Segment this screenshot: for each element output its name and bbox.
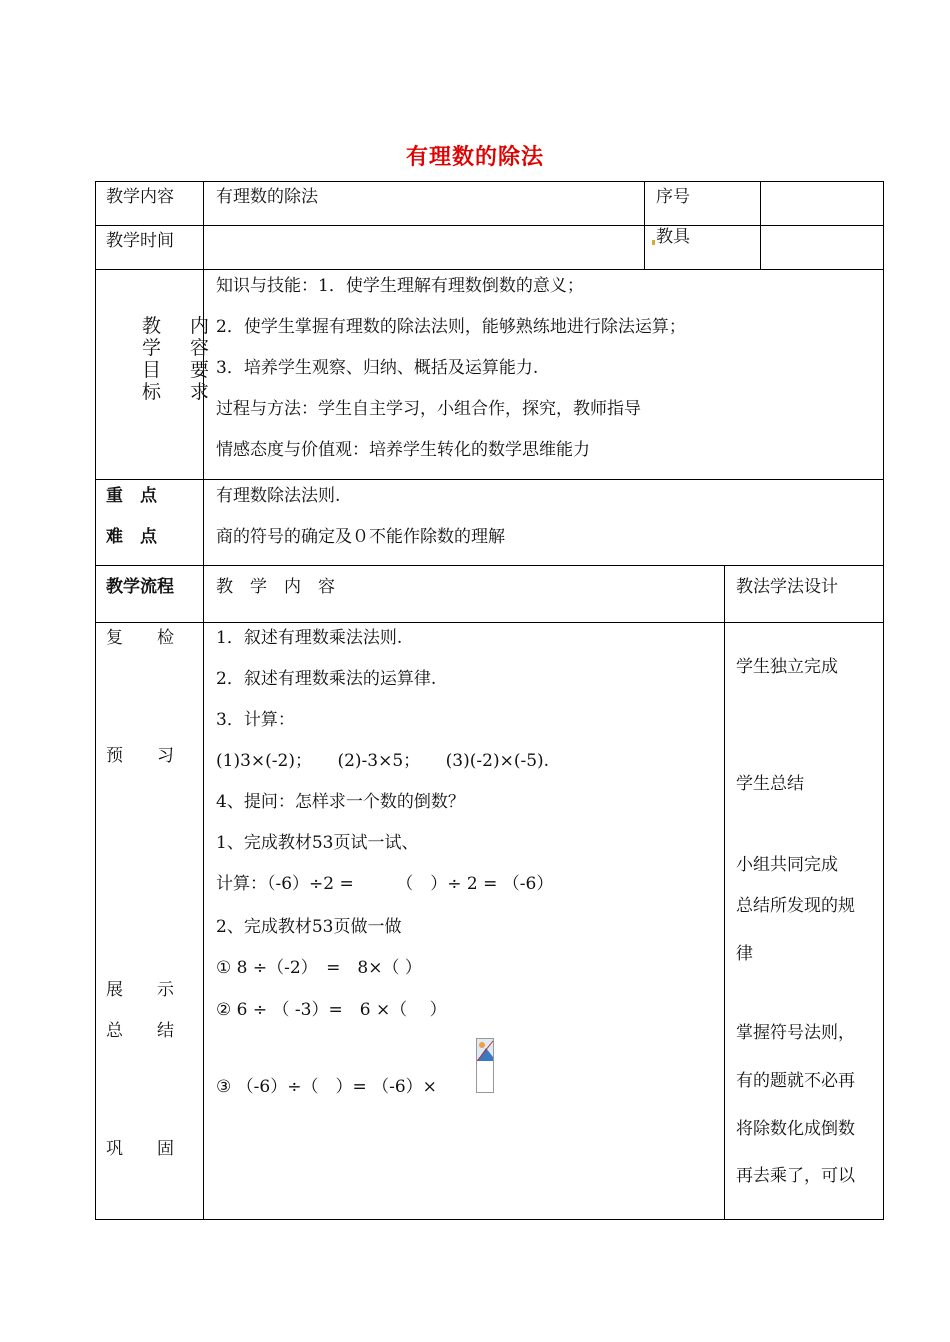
method-line: 再去乘了，可以	[736, 1166, 855, 1186]
method-line: 掌握符号法则，	[736, 1023, 855, 1043]
goal-line: 过程与方法：学生自主学习，小组合作，探究，教师指导	[216, 399, 641, 419]
goal-line: 情感态度与价值观：培养学生转化的数学思维能力	[216, 440, 590, 460]
content-line: 4、提问：怎样求一个数的倒数？	[216, 792, 465, 812]
method-line: 学生总结	[736, 774, 804, 794]
tools-label-wrap	[652, 227, 690, 247]
content-line: 2．叙述有理数乘法的运算律.	[216, 669, 437, 689]
page-title: 有理数的除法	[405, 145, 544, 170]
goals-side-char: 标	[142, 381, 162, 403]
stage-label: 巩 固	[106, 1139, 174, 1159]
stage-label: 复 检	[106, 628, 174, 648]
key-label: 重 点	[106, 486, 157, 506]
picture-icon	[477, 1039, 493, 1061]
content-label: 教学内容	[106, 187, 174, 207]
content-line: 1．叙述有理数乘法法则.	[216, 628, 403, 648]
content-line: 3．计算：	[216, 710, 295, 730]
method-line: 将除数化成倒数	[736, 1119, 855, 1139]
goal-line: 3．培养学生观察、归纳、概括及运算能力.	[216, 358, 539, 378]
goal-line: 知识与技能：1．使学生理解有理数倒数的意义；	[216, 276, 584, 296]
embedded-image-icon	[476, 1038, 494, 1093]
goals-side-char: 教	[142, 315, 162, 337]
tools-label: 教具	[656, 227, 690, 247]
goals-side-char: 目	[142, 359, 162, 381]
content-value: 有理数的除法	[216, 187, 318, 207]
goals-side-char: 求	[190, 381, 210, 403]
content-line: 计算：（-6）÷2 = （ ）÷ 2 = （-6）	[216, 874, 554, 894]
content-line: 1、完成教材53页试一试、	[216, 833, 419, 853]
goals-side-char: 要	[190, 359, 210, 381]
flow-method-header: 教法学法设计	[736, 577, 838, 597]
stage-label: 总 结	[106, 1021, 174, 1041]
difficult-label: 难 点	[106, 527, 157, 547]
flow-label: 教学流程	[106, 577, 174, 597]
goals-side-char: 学	[142, 337, 162, 359]
content-line: ② 6 ÷ （ -3）= 6 ×（ ）	[216, 1000, 447, 1020]
marker-dot-icon	[652, 240, 655, 245]
content-line: ① 8 ÷（-2） = 8×（ ）	[216, 958, 422, 978]
flow-content-header: 教 学 内 容	[216, 577, 335, 597]
method-line: 学生独立完成	[736, 657, 838, 677]
stage-label: 预 习	[106, 746, 174, 766]
method-line: 总结所发现的规	[736, 896, 855, 916]
time-label: 教学时间	[106, 231, 174, 251]
method-line: 律	[736, 944, 753, 964]
content-line: (1)3×(-2)； (2)-3×5； (3)(-2)×(-5).	[216, 751, 550, 771]
goals-side-char: 容	[190, 337, 210, 359]
sequence-label: 序号	[656, 187, 690, 207]
difficult-value: 商的符号的确定及０不能作除数的理解	[216, 527, 505, 547]
goals-side-char: 内	[190, 315, 210, 337]
stage-label: 展 示	[106, 980, 174, 1000]
goal-line: 2．使学生掌握有理数的除法法则，能够熟练地进行除法运算；	[216, 317, 686, 337]
content-line: 2、完成教材53页做一做	[216, 917, 402, 937]
method-line: 有的题就不必再	[736, 1071, 855, 1091]
method-line: 小组共同完成	[736, 855, 838, 875]
key-value: 有理数除法法则.	[216, 486, 341, 506]
content-line: ③ （-6）÷（ ）= （-6）×	[216, 1077, 437, 1097]
